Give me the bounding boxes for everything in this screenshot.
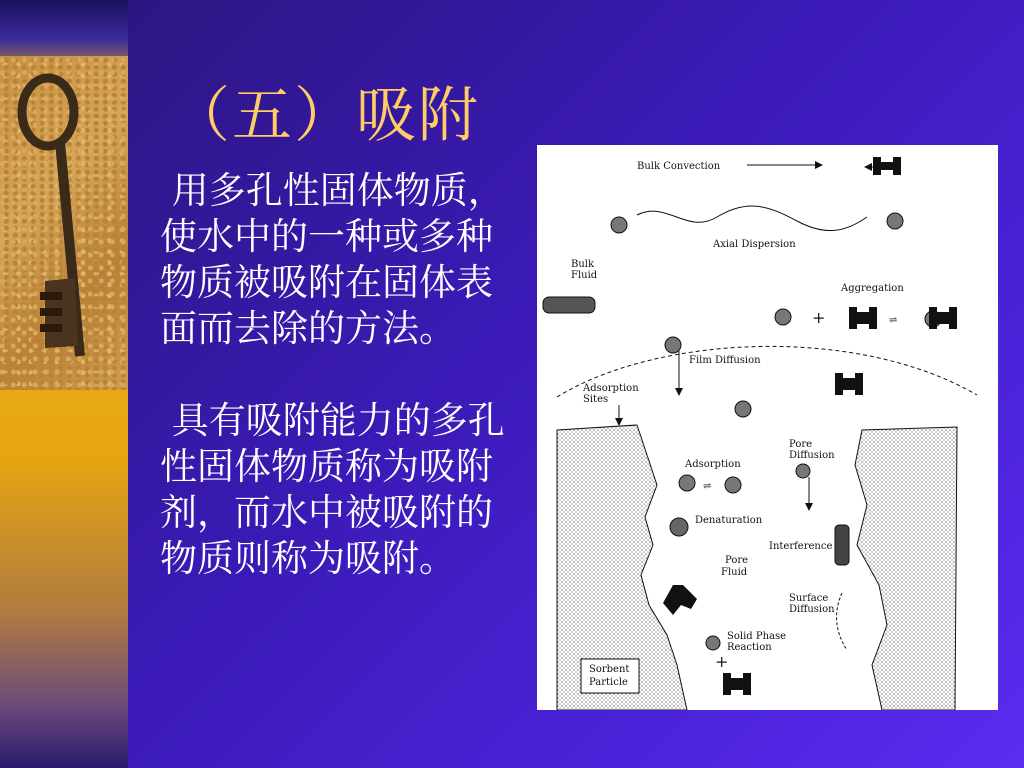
plus-sign-2: +: [715, 652, 729, 671]
label-adsorption-sites-line1: Adsorption: [583, 383, 639, 394]
dispersion-wave: [637, 206, 867, 231]
plus-sign-1: +: [812, 308, 826, 327]
label-surface-diffusion-line1: Surface: [789, 593, 829, 604]
label-surface-diffusion-line2: Diffusion: [789, 604, 835, 615]
diagram-svg: [537, 145, 998, 710]
label-pore-diffusion-line2: Diffusion: [789, 450, 835, 461]
aggregate-icon: [929, 307, 957, 329]
equilibrium-arrows: ⇌: [703, 481, 712, 492]
solute-molecule-icon: [735, 401, 751, 417]
protein-molecule-icon: [723, 673, 751, 695]
solute-molecule-icon: [775, 309, 791, 325]
definition-paragraph: 用多孔性固体物质，使水中的一种或多种物质被吸附在固体表面而去除的方法。: [160, 169, 505, 350]
protein-molecule-icon: [849, 307, 877, 329]
label-film-diffusion: Film Diffusion: [689, 355, 761, 366]
label-bulk-convection: Bulk Convection: [637, 161, 721, 172]
equilibrium-arrows: ⇌: [889, 315, 898, 326]
solute-molecule-icon: [611, 217, 627, 233]
label-denaturation: Denaturation: [695, 515, 763, 526]
label-pore-fluid-line1: Pore: [725, 555, 749, 566]
slide-title: （五）吸附: [170, 81, 480, 151]
label-pore-diffusion-line1: Pore: [789, 439, 813, 450]
label-bulk-fluid-line2: Fluid: [571, 270, 598, 281]
label-pore-fluid-line2: Fluid: [721, 567, 748, 578]
label-sorbent-line2: Particle: [589, 677, 628, 688]
adsorbent-paragraph: 具有吸附能力的多孔性固体物质称为吸附剂，而水中被吸附的物质则称为吸附。: [160, 399, 505, 580]
label-interference: Interference: [769, 541, 833, 552]
label-adsorption: Adsorption: [685, 459, 741, 470]
label-solid-phase-line2: Reaction: [727, 642, 772, 653]
adsorption-mechanism-diagram: [537, 145, 998, 710]
key-photo: [0, 56, 128, 390]
bulk-fluid-aggregate-icon: [543, 297, 595, 313]
key-icon: [0, 56, 128, 390]
label-bulk-fluid-line1: Bulk: [571, 259, 595, 270]
solute-molecule-icon: [887, 213, 903, 229]
label-solid-phase-line1: Solid Phase: [727, 631, 787, 642]
solute-molecule-icon: [665, 337, 681, 353]
protein-molecule-icon: [835, 373, 863, 395]
label-adsorption-sites-line2: Sites: [583, 394, 609, 405]
label-aggregation: Aggregation: [841, 283, 904, 294]
sorbent-particle-right: [855, 427, 957, 710]
protein-molecule-icon: [873, 157, 901, 175]
solid-phase-particle-icon: [663, 585, 697, 615]
label-sorbent-line1: Sorbent: [589, 664, 630, 675]
label-axial-dispersion: Axial Dispersion: [713, 239, 796, 250]
